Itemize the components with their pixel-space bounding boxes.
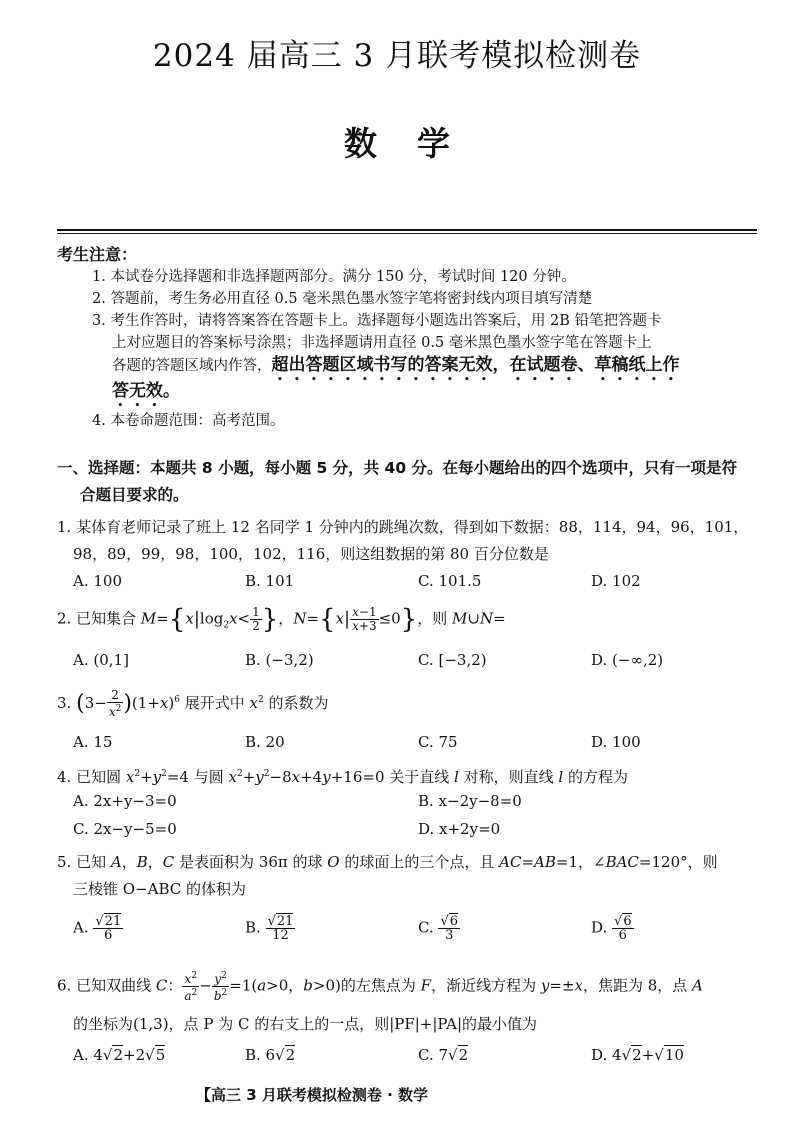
q3-option-a: A. 15 bbox=[73, 733, 113, 751]
question-2: 2. 已知集合 $M=\{x|\log_2x<$ $\frac{1}{2}$ }，N={x| $\frac{x-1}{x+3}$ ≤0}，则 M∪N= bbox=[57, 604, 506, 635]
section-heading: 一、选择题：本题共 8 小题，每小题 5 分，共 40 分。在每小题给出的四个选项中，只有一项是符 bbox=[57, 459, 738, 477]
q5-option-b: B. $\frac{√21}{12}$ bbox=[245, 914, 294, 943]
question-1: 1. 某体育老师记录了班上 12 名同学 1 分钟内的跳绳次数，得到如下数据：88，114，94，96，101， bbox=[57, 518, 749, 536]
q6-option-c: C. 7√2 bbox=[418, 1046, 469, 1064]
q4-option-d: D. x+2y=0 bbox=[418, 820, 501, 838]
q3-option-b: B. 20 bbox=[245, 733, 285, 751]
question-6: 6. 已知双曲线 C： $\frac{x^2}{a^2}$ − $\frac{y^2}{b^2}$ =1(a>0，b>0)的左焦点为 F，渐近线方程为 y=±x，焦距为 8，点 A bbox=[57, 971, 703, 1003]
question-6-cont: 的坐标为(1,3)，点 P 为 C 的右支上的一点，则|PF|+|PA|的最小值为 bbox=[73, 1015, 538, 1033]
q1-option-a: A. 100 bbox=[73, 572, 122, 590]
q6-option-a: A. 4√2+2√5 bbox=[73, 1046, 166, 1064]
q2-option-d: D. (−∞,2) bbox=[591, 651, 664, 669]
section-heading-cont: 合题目要求的。 bbox=[80, 486, 189, 504]
q5-option-a: A. $\frac{√21}{6}$ bbox=[73, 914, 122, 943]
divider bbox=[57, 233, 757, 234]
notice-item-3-cont: 上对应题目的答案标号涂黑；非选择题请用直径 0.5 毫米黑色墨水签字笔在答题卡上 bbox=[112, 335, 652, 351]
q6-option-d: D. 4√2+√10 bbox=[591, 1046, 684, 1064]
question-3: 3. (3− $\frac{2}{x^2}$ )$(1+x)^6$ 展开式中 $x^2$ 的系数为 bbox=[57, 688, 329, 719]
q4-option-c: C. 2x−y−5=0 bbox=[73, 820, 177, 838]
notice-emphasis: 答无效。 bbox=[112, 381, 180, 401]
notice-text: 各题的答题区域内作答， bbox=[112, 358, 272, 374]
question-4: 4. 已知圆 $x^2+y^2=4$ 与圆 $x^2+y^2-8x+4y+16=0$ 关于直线 l 对称，则直线 l 的方程为 bbox=[57, 768, 628, 786]
q4-option-b: B. x−2y−8=0 bbox=[418, 792, 522, 810]
notice-item-1: 1. 本试卷分选择题和非选择题两部分。满分 150 分，考试时间 120 分钟。 bbox=[92, 269, 576, 285]
q3-option-d: D. 100 bbox=[591, 733, 641, 751]
notice-item-4: 4. 本卷命题范围：高考范围。 bbox=[92, 413, 285, 429]
exam-title: 2024 届高三 3 月联考模拟检测卷 bbox=[152, 38, 642, 74]
notice-item-2: 2. 答题前，考生务必用直径 0.5 毫米黑色墨水签字笔将密封线内项目填写清楚 bbox=[92, 291, 593, 307]
q5-option-d: D. $\frac{√6}{6}$ bbox=[591, 914, 632, 943]
question-5-cont: 三棱锥 O−ABC 的体积为 bbox=[73, 880, 247, 898]
question-5: 5. 已知 A，B，C 是表面积为 36π 的球 O 的球面上的三个点，且 AC=AB=1，∠BAC=120°，则 bbox=[57, 853, 718, 871]
q4-option-a: A. 2x+y−3=0 bbox=[73, 792, 177, 810]
q1-option-d: D. 102 bbox=[591, 572, 641, 590]
q3-option-c: C. 75 bbox=[418, 733, 458, 751]
notice-emphasis: 超出答题区域书写的答案无效，在试题卷、草稿纸上作 bbox=[271, 355, 680, 375]
q5-option-c: C. $\frac{√6}{3}$ bbox=[418, 914, 459, 943]
q2-option-a: A. (0,1] bbox=[73, 651, 129, 669]
q2-option-b: B. (−3,2) bbox=[245, 651, 314, 669]
page-footer: 【高三 3 月联考模拟检测卷 · 数学 bbox=[196, 1086, 429, 1104]
q1-option-c: C. 101.5 bbox=[418, 572, 482, 590]
notice-item-3: 3. 考生作答时，请将答案答在答题卡上。选择题每小题选出答案后，用 2B 铅笔把答题卡 bbox=[92, 313, 662, 329]
q1-option-b: B. 101 bbox=[245, 572, 295, 590]
notice-heading: 考生注意： bbox=[57, 245, 138, 264]
notice-item-3-cont bbox=[112, 354, 680, 385]
divider bbox=[57, 229, 757, 231]
question-1-cont: 98，89，99，98，100，102，116，则这组数据的第 80 百分位数是 bbox=[73, 545, 549, 563]
q2-option-c: C. [−3,2) bbox=[418, 651, 487, 669]
subject-title: 数学 bbox=[344, 124, 490, 163]
q6-option-b: B. 6√2 bbox=[245, 1046, 296, 1064]
notice-item-3-cont bbox=[112, 380, 180, 411]
